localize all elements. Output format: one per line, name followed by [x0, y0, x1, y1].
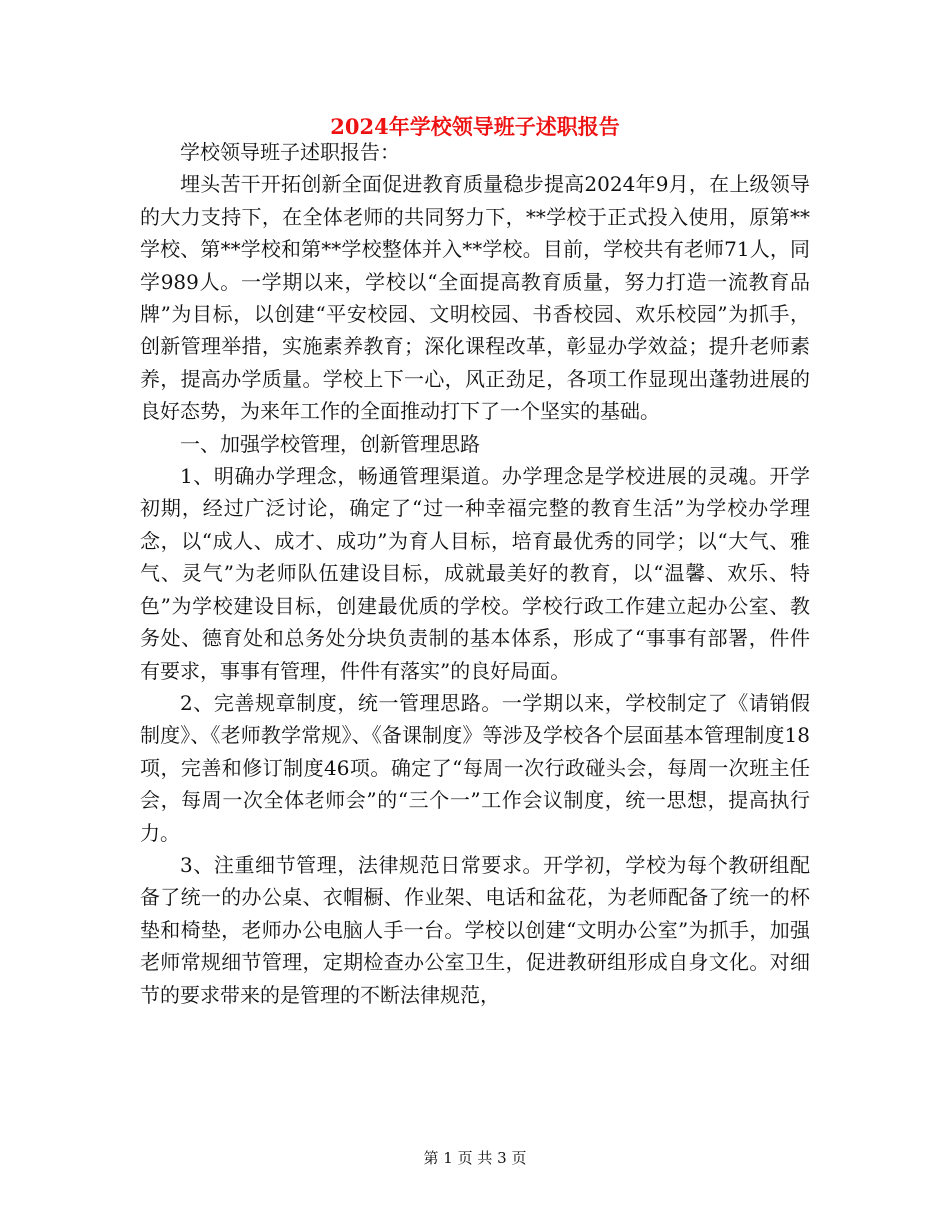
paragraph-intro: 埋头苦干开拓创新全面促进教育质量稳步提高2024年9月，在上级领导的大力支持下，在全体老师的共同努力下，**学校于正式投入使用，原第**学校、第**学校和第**学校整体并入**学校。目前，学校共有老师71人，同学989人。一学期以来，学校以“全面提高教育质量，努力打造一流教育品牌”为目标，以创建“平安校园、文明校园、书香校园、欢乐校园”为抓手，创新管理举措，实施素养教育；深化课程改革，彰显办学效益；提升老师素养，提高办学质量。学校上下一心，风正劲足，各项工作显现出蓬勃进展的良好态势，为来年工作的全面推动打下了一个坚实的基础。	[140, 172, 810, 424]
paragraph-item-2: 2、完善规章制度，统一管理思路。一学期以来，学校制定了《请销假制度》、《老师教学常规》、《备课制度》等涉及学校各个层面基本管理制度18项，完善和修订制度46项。确定了“每周一次行政碰头会，每周一次班主任会，每周一次全体老师会”的“三个一”工作会议制度，统一思想，提高执行力。	[140, 690, 810, 845]
paragraph-salutation: 学校领导班子述职报告：	[180, 140, 400, 164]
page-footer: 第 1 页 共 3 页	[423, 1149, 527, 1167]
paragraph-item-3: 3、注重细节管理，法律规范日常要求。开学初，学校为每个教研组配备了统一的办公桌、衣帽橱、作业架、电话和盆花，为老师配备了统一的杯垫和椅垫，老师办公电脑人手一台。学校以创建“文明办公室”为抓手，加强老师常规细节管理，定期检查办公室卫生，促进教研组形成自身文化。对细节的要求带来的是管理的不断法律规范，	[140, 852, 810, 1007]
section-heading-1: 一、加强学校管理，创新管理思路	[180, 431, 480, 456]
document-title: 2024年学校领导班子述职报告	[330, 114, 620, 139]
paragraph-item-1: 1、明确办学理念，畅通管理渠道。办学理念是学校进展的灵魂。开学初期，经过广泛讨论，确定了“过一种幸福完整的教育生活”为学校办学理念，以“成人、成才、成功”为育人目标，培育最优秀的同学；以“大气、雅气、灵气”为老师队伍建设目标，成就最美好的教育，以“温馨、欢乐、特色”为学校建设目标，创建最优质的学校。学校行政工作建立起办公室、教务处、德育处和总务处分块负责制的基本体系，形成了“事事有部署，件件有要求，事事有管理，件件有落实”的良好局面。	[140, 464, 810, 683]
document-body	[140, 136, 810, 1011]
